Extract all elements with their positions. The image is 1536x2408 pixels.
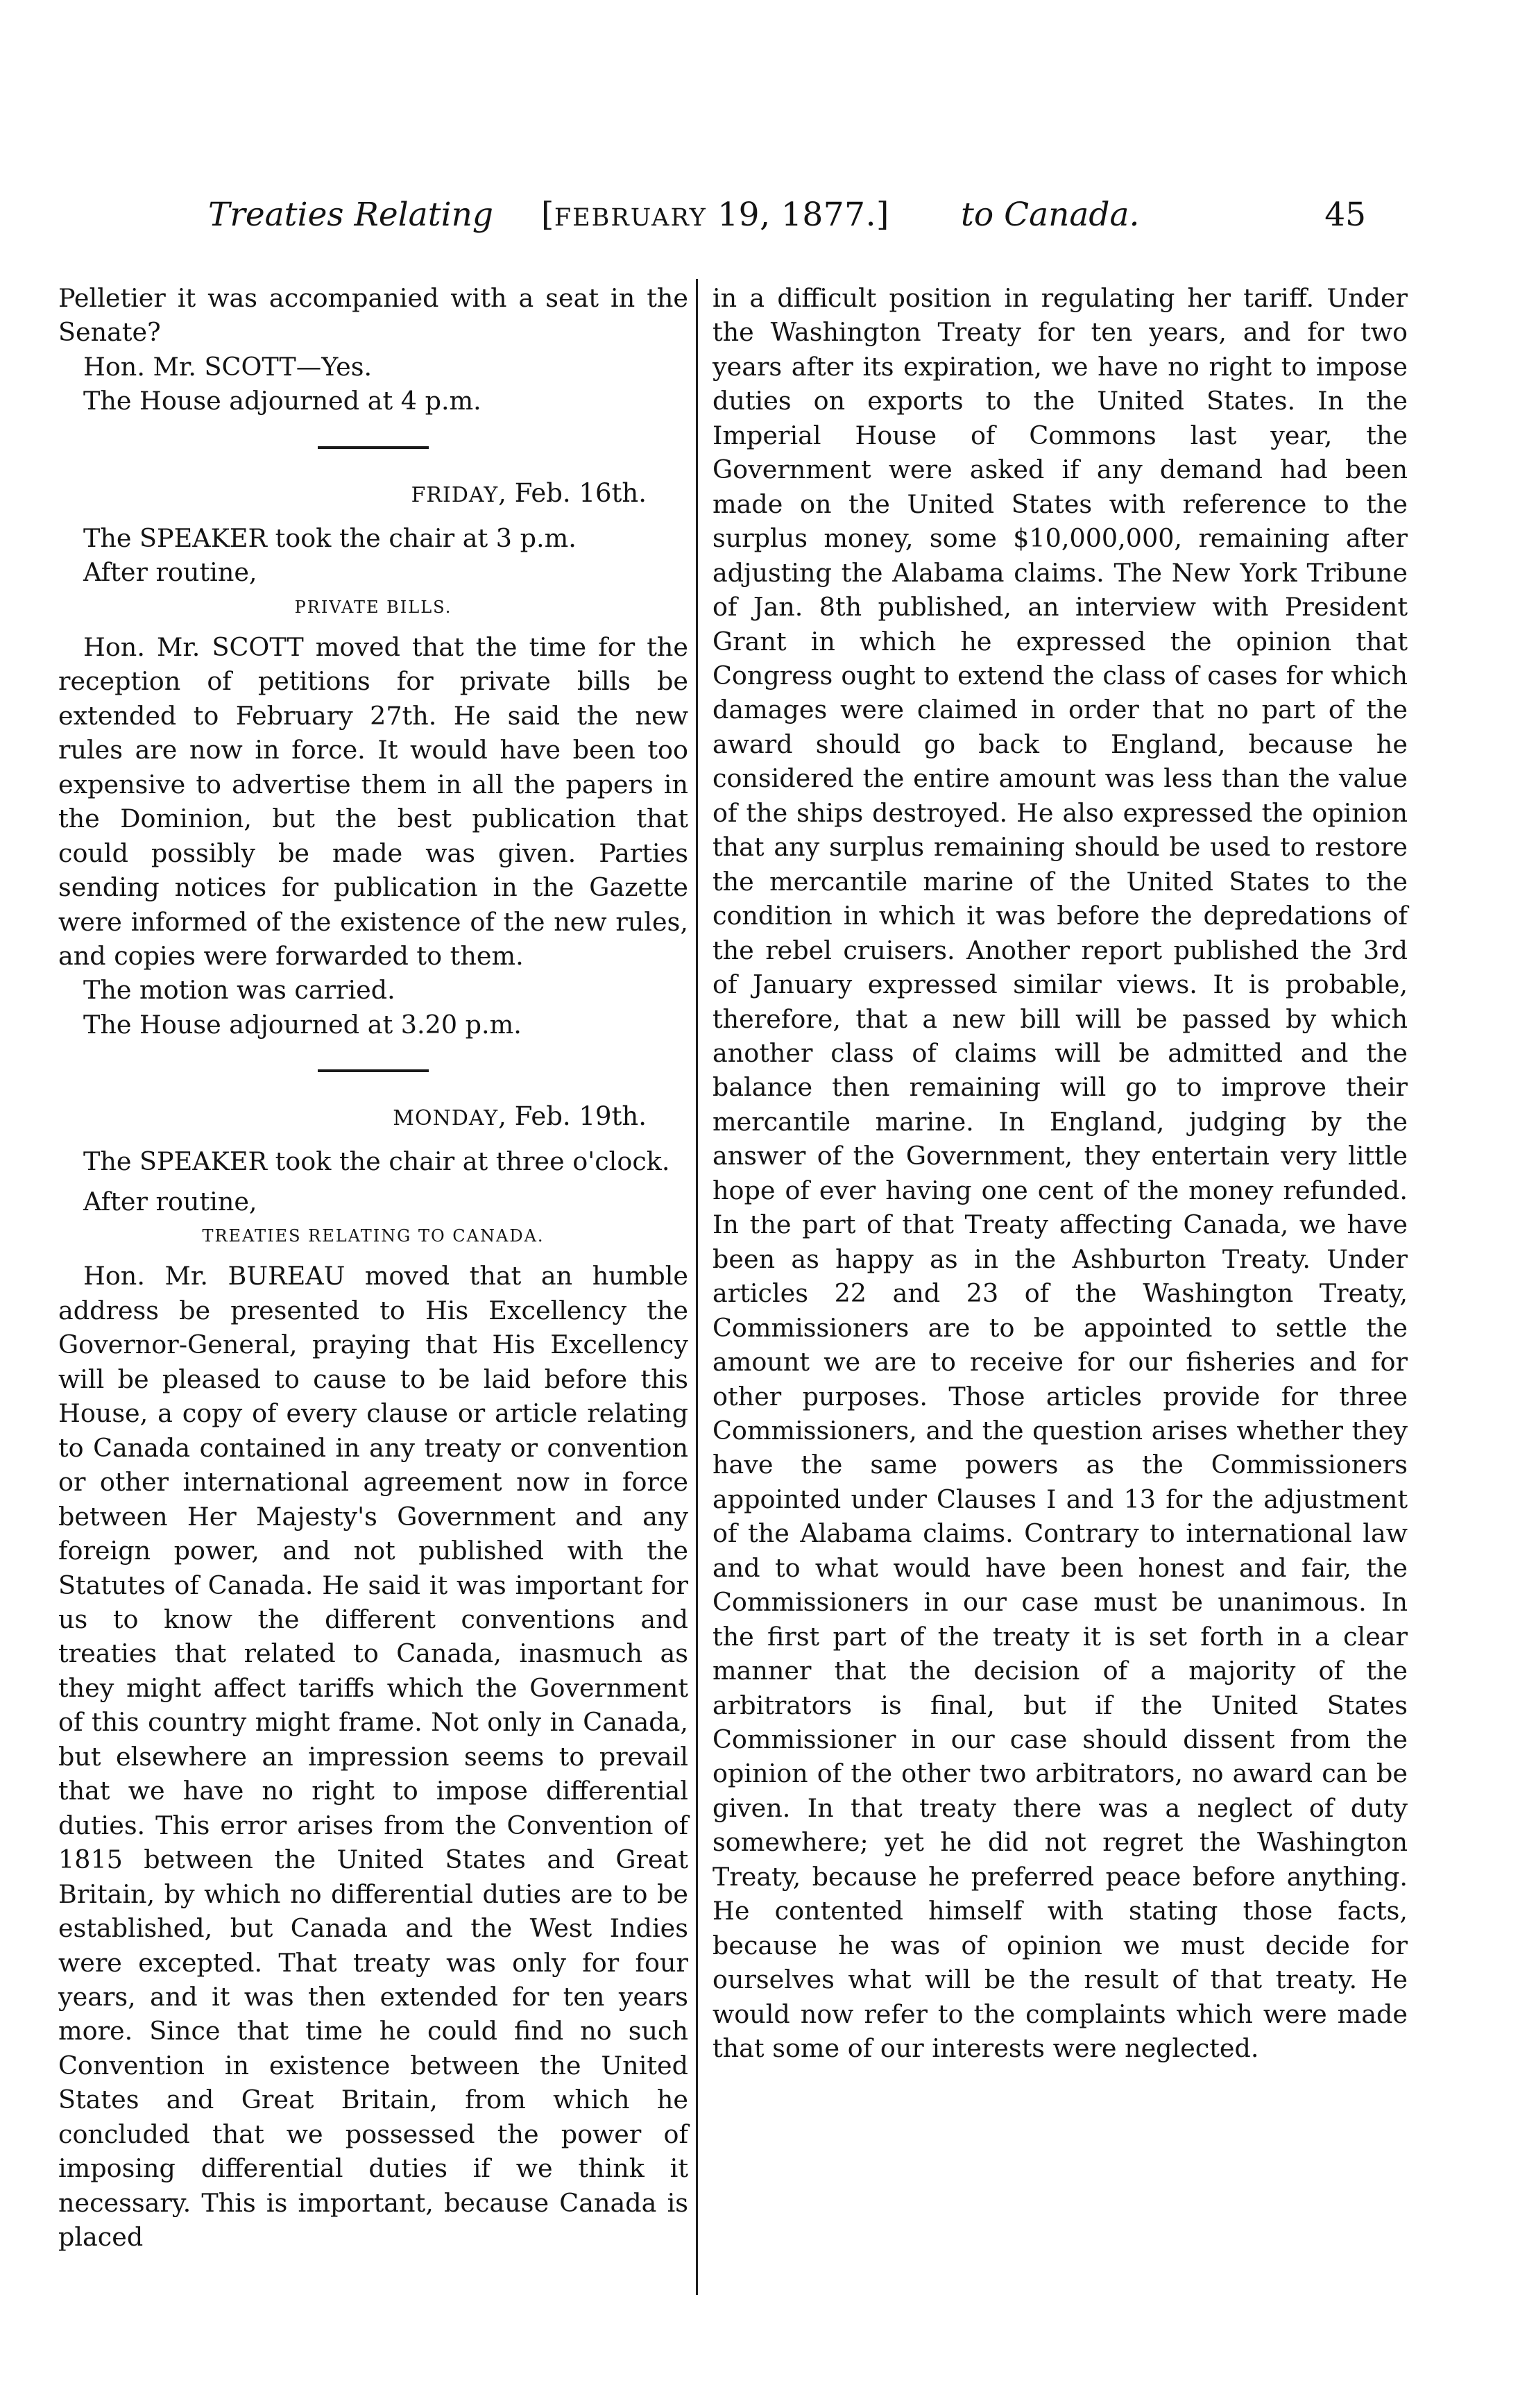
header-date: [FEBRUARY 19, 1877.] <box>541 196 889 234</box>
left-column <box>58 281 688 2287</box>
paragraph: The House adjourned at 4 p.m. <box>83 386 481 416</box>
section-rule <box>318 1069 429 1072</box>
header-date-month: FEBRUARY <box>554 204 707 232</box>
paragraph: The SPEAKER took the chair at 3 p.m. <box>83 523 577 553</box>
paragraph: Hon. Mr. BUREAU moved that an humble address be presented to His Excellency the Governor-General, praying that His Excellency will be pleased to cause to be laid before this House, a copy of every clause or article relating to Canada contained in any treaty or convention or other international agreement now in force between Her Majesty's Government and any foreign power, and not published with the Statutes of Canada. He said it was important for us to know the different conventions and treaties that related to Canada, inasmuch as they might affect tariffs which the Government of this country might frame. Not only in Canada, but elsewhere an impression seems to prevail that we have no right to impose differential duties. This error arises from the Convention of 1815 between the United States and Great Britain, by which no differential duties are to be established, but Canada and the West Indies were excepted. That treaty was only for four years, and it was then extended for ten years more. Since that time he could find no such Convention in existence between the United States and Great Britain, from which he concluded that we possessed the power of imposing differential duties if we think it necessary. This is important, because Canada is placed <box>58 1261 688 2253</box>
sitting-date-rest: , Feb. 16th. <box>498 477 647 508</box>
section-heading: TREATIES RELATING TO CANADA. <box>202 1226 545 1246</box>
page-number: 45 <box>1324 196 1366 234</box>
paragraph: The House adjourned at 3.20 p.m. <box>83 1009 522 1040</box>
section-heading: PRIVATE BILLS. <box>294 597 452 617</box>
paragraph: Hon. Mr. SCOTT moved that the time for the reception of petitions for private bills be extended to February 27th. He said the new rules are now in force. It would have been too expensive to advertise them in all the papers in the Dominion, but the best publication that could possibly be made was given. Parties sending notices for publication in the Gazette were informed of the existence of the new rules, and copies were forwarded to them. <box>58 631 688 971</box>
sitting-date-rest: , Feb. 19th. <box>498 1101 647 1132</box>
paragraph: The SPEAKER took the chair at three o'clock. <box>83 1146 670 1177</box>
paragraph: The motion was carried. <box>83 975 395 1006</box>
header-date-rest: 19, 1877.] <box>717 196 889 234</box>
right-column <box>712 281 1408 2287</box>
column-divider <box>696 279 698 2295</box>
sitting-day: FRIDAY <box>411 482 499 507</box>
paragraph: Hon. Mr. SCOTT—Yes. <box>83 351 373 382</box>
header-title-right: to Canada. <box>961 196 1140 234</box>
paragraph: After routine, <box>83 557 257 588</box>
running-header <box>0 196 1536 244</box>
section-rule <box>318 446 429 449</box>
header-title-left: Treaties Relating <box>208 196 493 234</box>
sitting-day: MONDAY <box>393 1106 499 1131</box>
paragraph: Pelletier it was accompanied with a seat in the Senate? <box>58 283 688 348</box>
sitting-date <box>58 475 688 511</box>
paragraph: in a difficult position in regulating her tariff. Under the Washington Treaty for ten years, and for two years after its expiration, we have no right to impose duties on exports to the United States. In the Imperial House of Commons last year, the Government were asked if any demand had been made on the United States with reference to the surplus money, some $10,000,000, remaining after adjusting the Alabama claims. The New York Tribune of Jan. 8th published, an interview with President Grant in which he expressed the opinion that Congress ought to extend the class of cases for which damages were claimed in order that no part of the award should go back to England, because he considered the entire amount was less than the value of the ships destroyed. He also expressed the opinion that any surplus remaining should be used to restore the mercantile marine of the United States to the condition in which it was before the depredations of the rebel cruisers. Another report published the 3rd of January expressed similar views. It is probable, therefore, that a new bill will be passed by which another class of claims will be admitted and the balance then remaining will go to improve their mercantile marine. In England, judging by the answer of the Government, they entertain very little hope of ever having one cent of the money refunded. In the part of that Treaty affecting Canada, we have been as happy as in the Ashburton Treaty. Under articles 22 and 23 of the Washington Treaty, Commissioners are to be appointed to settle the amount we are to receive for our fisheries and for other purposes. Those articles provide for three Commissioners, and the question arises whether they have the same powers as the Commissioners appointed under Clauses I and 13 for the adjustment of the Alabama claims. Contrary to international law and to what would have been honest and fair, the Commissioners in our case must be unanimous. In the first part of the treaty it is set forth in a clear manner that the decision of a majority of the arbitrators is final, but if the United States Commissioner in our case should dissent from the opinion of the other two arbitrators, no award can be given. In that treaty there was a neglect of duty somewhere; yet he did not regret the Washington Treaty, because he preferred peace before anything. He contented himself with stating those facts, because he was of opinion we must decide for ourselves what will be the result of that treaty. He would now refer to the complaints which were made that some of our interests were neglected. <box>712 283 1408 2064</box>
paragraph: After routine, <box>83 1186 257 1216</box>
sitting-date <box>58 1099 688 1135</box>
